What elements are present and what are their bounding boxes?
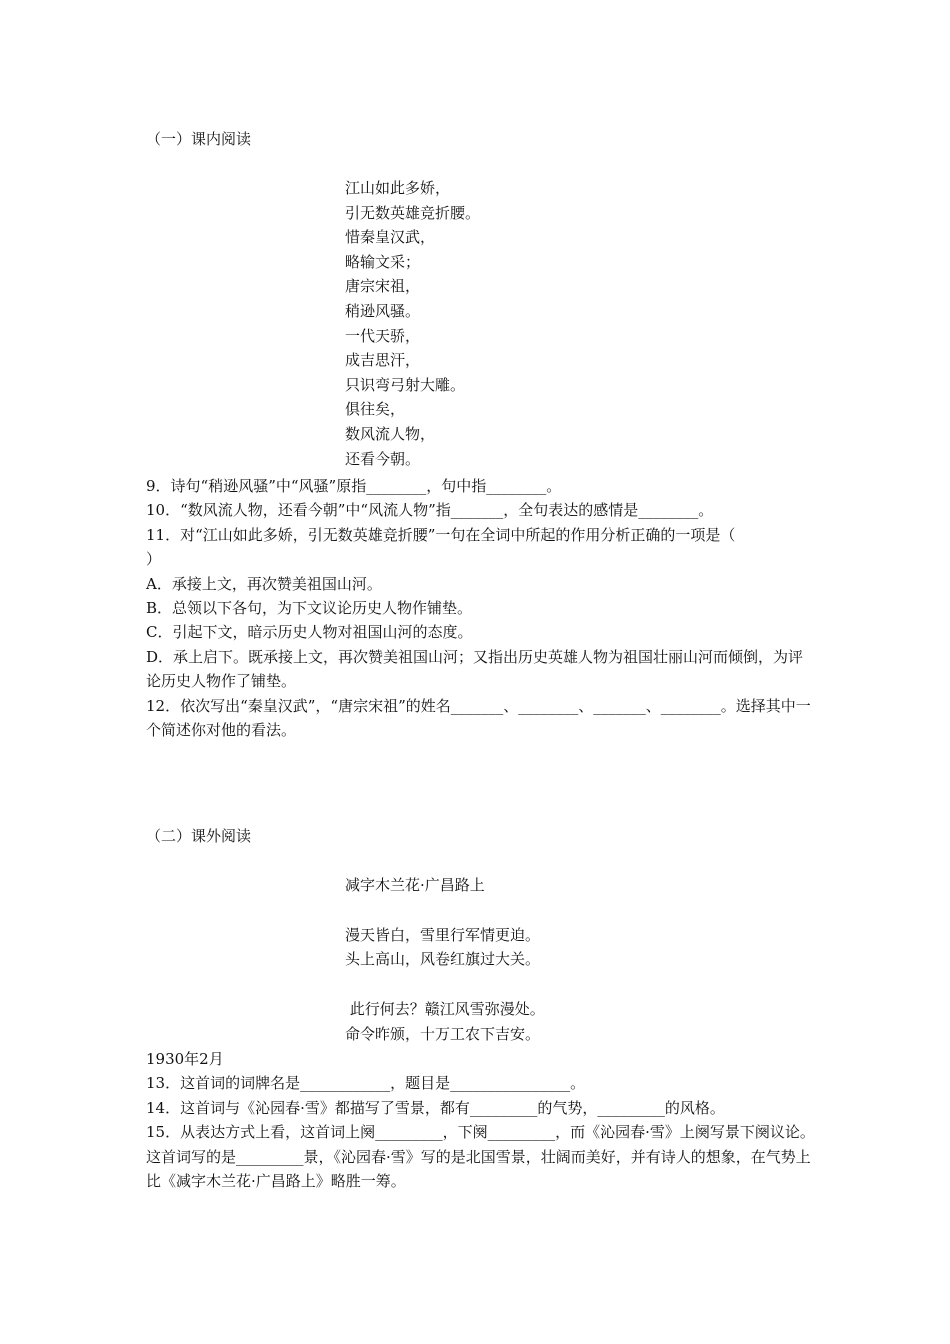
poem-line: 只识弯弓射大雕。 — [345, 375, 466, 394]
section-heading-extracurricular: （二）课外阅读 — [146, 827, 252, 845]
option-b: B．总领以下各句，为下文议论历史人物作铺垫。 — [146, 599, 473, 618]
poem-line: 漫天皆白，雪里行军情更迫。 — [345, 926, 541, 944]
poem-line: 唐宗宋祖， — [345, 277, 421, 296]
poem-line: 此行何去？赣江风雪弥漫处。 — [345, 1000, 545, 1018]
question-10: 10．“数风流人物，还看今朝”中“风流人物”指_______，全句表达的感情是________。 — [146, 501, 714, 520]
poem-line: 惜秦皇汉武， — [345, 228, 436, 247]
poem-line: 命令昨颁，十万工农下吉安。 — [345, 1025, 541, 1043]
option-c: C．引起下文，暗示历史人物对祖国山河的态度。 — [146, 623, 473, 642]
poem-line: 江山如此多娇， — [345, 179, 451, 197]
questions-section-1 — [146, 474, 816, 742]
poem-line: 略输文采； — [345, 252, 421, 271]
question-9: 9．诗句“稍逊风骚”中“风骚”原指________，句中指________。 — [146, 477, 562, 495]
poem-line: 成吉思汗， — [345, 351, 421, 370]
question-11-bracket: ） — [146, 550, 162, 569]
poem-line: 头上高山，风卷红旗过大关。 — [345, 950, 541, 968]
question-11: 11．对“江山如此多娇，引无数英雄竞折腰”一句在全词中所起的作用分析正确的一项是（ — [146, 525, 736, 544]
poem-line: 俱往矣， — [345, 400, 406, 419]
question-14: 14．这首词与《沁园春·雪》都描写了雪景，都有_________的气势，_________的风格。 — [146, 1098, 725, 1117]
poem-line: 数风流人物， — [345, 424, 436, 443]
option-d: D．承上启下。既承接上文，再次赞美祖国山河；又指出历史英雄人物为祖国壮丽山河而倾倒，为评论历史人物作了铺垫。 — [146, 647, 804, 691]
poem-title: 减字木兰花·广昌路上 — [345, 876, 485, 894]
poem-line: 引无数英雄竞折腰。 — [345, 203, 481, 222]
poem-line: 一代天骄， — [345, 326, 421, 345]
question-12: 12．依次写出“秦皇汉武”，“唐宗宋祖”的姓名_______、________、_______、________。选择其中一个简述你对他的看法。 — [146, 696, 811, 740]
poem-date: 1930年2月 — [146, 1050, 224, 1068]
poem-line: 稍逊风骚。 — [345, 301, 421, 320]
poem-qinyuanchun-xue — [345, 176, 480, 471]
option-a: A．承接上文，再次赞美祖国山河。 — [146, 574, 382, 593]
poem-line: 还看今朝。 — [345, 449, 421, 468]
questions-section-2 — [146, 1047, 816, 1193]
question-13: 13．这首词的词牌名是____________，题目是________________。 — [146, 1074, 586, 1093]
question-15: 15．从表达方式上看，这首词上阕_________，下阕_________，而《沁园春·雪》上阕写景下阕议论。这首词写的是_________景，《沁园春·雪》写的是北国雪景，壮阔而美好，并有诗人的想象，在气势上比《减字木兰花·广昌路上》略胜一筹。 — [146, 1123, 815, 1191]
section-heading-in-class: （一）课内阅读 — [146, 130, 252, 148]
